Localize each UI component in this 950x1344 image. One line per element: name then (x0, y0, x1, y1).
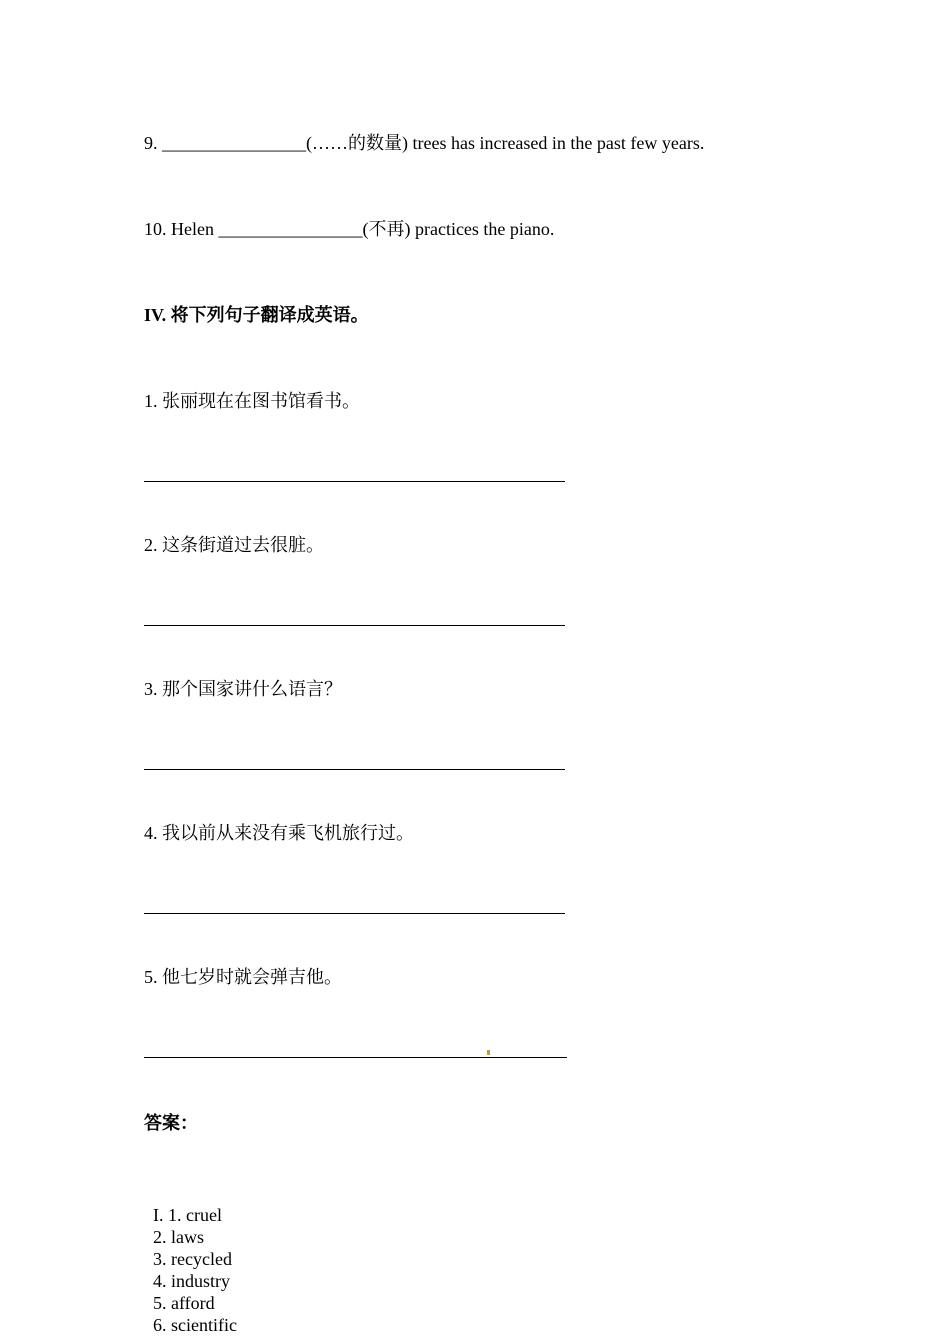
answer-item: 3. recycled (153, 1249, 232, 1269)
translation-item-5: 5. 他七岁时就会弹吉他。 (144, 967, 342, 987)
answer-blank-5[interactable] (144, 1057, 567, 1058)
answer-item: 6. scientific (153, 1315, 237, 1335)
question-10: 10. Helen ________________(不再) practices the piano. (144, 219, 555, 239)
answer-prefix: I. 1. cruel (153, 1205, 222, 1225)
answer-item: 4. industry (153, 1271, 231, 1291)
question-9: 9. ________________(……的数量) trees has increased in the past few years. (144, 133, 705, 153)
answer-blank-4[interactable] (144, 913, 565, 914)
translation-item-2: 2. 这条街道过去很脏。 (144, 535, 324, 555)
answer-item: 2. laws (153, 1227, 204, 1247)
section-iv-heading: IV. 将下列句子翻译成英语。 (144, 305, 369, 325)
translation-item-1: 1. 张丽现在在图书馆看书。 (144, 391, 360, 411)
translation-item-3: 3. 那个国家讲什么语言？ (144, 679, 342, 699)
answer-item: 5. afford (153, 1293, 215, 1313)
answers-heading: 答案： (144, 1113, 198, 1133)
answer-blank-2[interactable] (144, 625, 565, 626)
answer-blank-3[interactable] (144, 769, 565, 770)
translation-item-4: 4. 我以前从来没有乘飞机旅行过。 (144, 823, 414, 843)
answer-blank-1[interactable] (144, 481, 565, 482)
answers-line (144, 1182, 274, 1336)
scan-mark (487, 1050, 490, 1055)
